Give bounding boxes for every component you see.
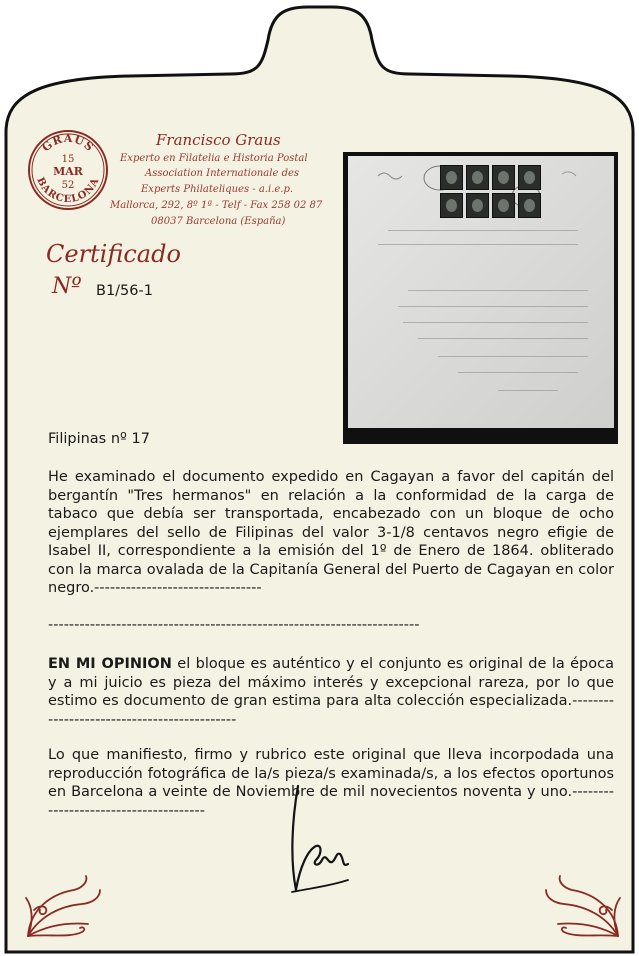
graus-postmark xyxy=(26,128,110,212)
stamp-8 xyxy=(518,193,541,218)
handwriting-line xyxy=(403,322,588,323)
handwriting-line xyxy=(408,290,588,291)
certificate-number-prefix: Nº xyxy=(52,274,82,299)
certificate-number: B1/56-1 xyxy=(96,283,153,299)
letterhead-line-3: Experts Philateliques - a.i.e.p. xyxy=(141,184,294,195)
examination-paragraph: He examinado el documento expedido en Cagayan a favor del capitán del bergantín "Tres hermanos" en relación a la conformidad de la carga de tabaco que debía ser transportada, encabezado con un bloque de ocho ejemplares del sello de Filipinas del valor 3-1/8 centavos negro efigie de Isabel II, correspondiente a la emisión del 1º de Enero de 1864. obliterado con la marca ovalada de la Capitanía General del Puerto de Cagayan en color negro.-------------------------------- xyxy=(48,469,614,596)
letterhead-line-4: Mallorca, 292, 8º 1ª - Telf - Fax 258 02 87 xyxy=(110,200,323,211)
left-corner-ornament xyxy=(20,870,106,942)
stamp-1 xyxy=(440,165,463,190)
postmark-bottom-text: BARCELONA xyxy=(34,175,102,206)
handwriting-line xyxy=(438,356,588,357)
certificate-title: Certificado xyxy=(46,240,181,268)
stamp-2 xyxy=(466,165,489,190)
postmark-month: MAR xyxy=(53,165,83,178)
handwritten-signature xyxy=(282,780,354,898)
handwriting-line xyxy=(458,372,578,373)
stamp-5 xyxy=(440,193,463,218)
right-corner-ornament xyxy=(540,870,626,942)
postmark-top-text: GRAUS xyxy=(39,131,97,155)
svg-text:GRAUS xyxy=(39,132,96,154)
dash-separator: ----------------------------------------------------------------------- xyxy=(48,617,420,633)
opinion-text: el bloque es auténtico y el conjunto es original de la época y a mi juicio es pieza del máximo interés y excepcional rareza, por lo que estimo es documento de gran estima para alta colección especializada.-------------------------------------------- xyxy=(48,656,614,728)
postmark-day: 15 xyxy=(61,154,75,165)
handwriting-line xyxy=(388,230,578,231)
stamp-3 xyxy=(492,165,515,190)
letterhead-line-1: Experto en Filatelia e Historia Postal xyxy=(120,153,308,164)
handwriting-line xyxy=(378,244,578,245)
closing-paragraph: Lo que manifiesto, firmo y rubrico este original que lleva incorpodada una reproducción fotográfica de la/s pieza/s examinada/s, a los efectos oportunos en Barcelona a veinte de Noviembre de mil novecientos noventa y uno.-------------------------------------- xyxy=(48,747,614,819)
opinion-paragraph xyxy=(48,655,614,729)
letterhead-name: Francisco Graus xyxy=(156,131,281,149)
letterhead-line-5: 08037 Barcelona (España) xyxy=(151,216,286,227)
stamp-4 xyxy=(518,165,541,190)
stamp-6 xyxy=(466,193,489,218)
stamp-7 xyxy=(492,193,515,218)
handwriting-line xyxy=(398,306,588,307)
item-title: Filipinas nº 17 xyxy=(48,431,150,447)
postmark-year: 52 xyxy=(61,180,75,191)
opinion-heading: EN MI OPINION xyxy=(48,656,172,672)
document-photo xyxy=(343,152,618,444)
handwriting-line xyxy=(498,390,558,391)
handwriting-line xyxy=(418,338,588,339)
letterhead-line-2: Association Internationale des xyxy=(145,168,300,179)
document-photo-paper xyxy=(348,156,614,428)
